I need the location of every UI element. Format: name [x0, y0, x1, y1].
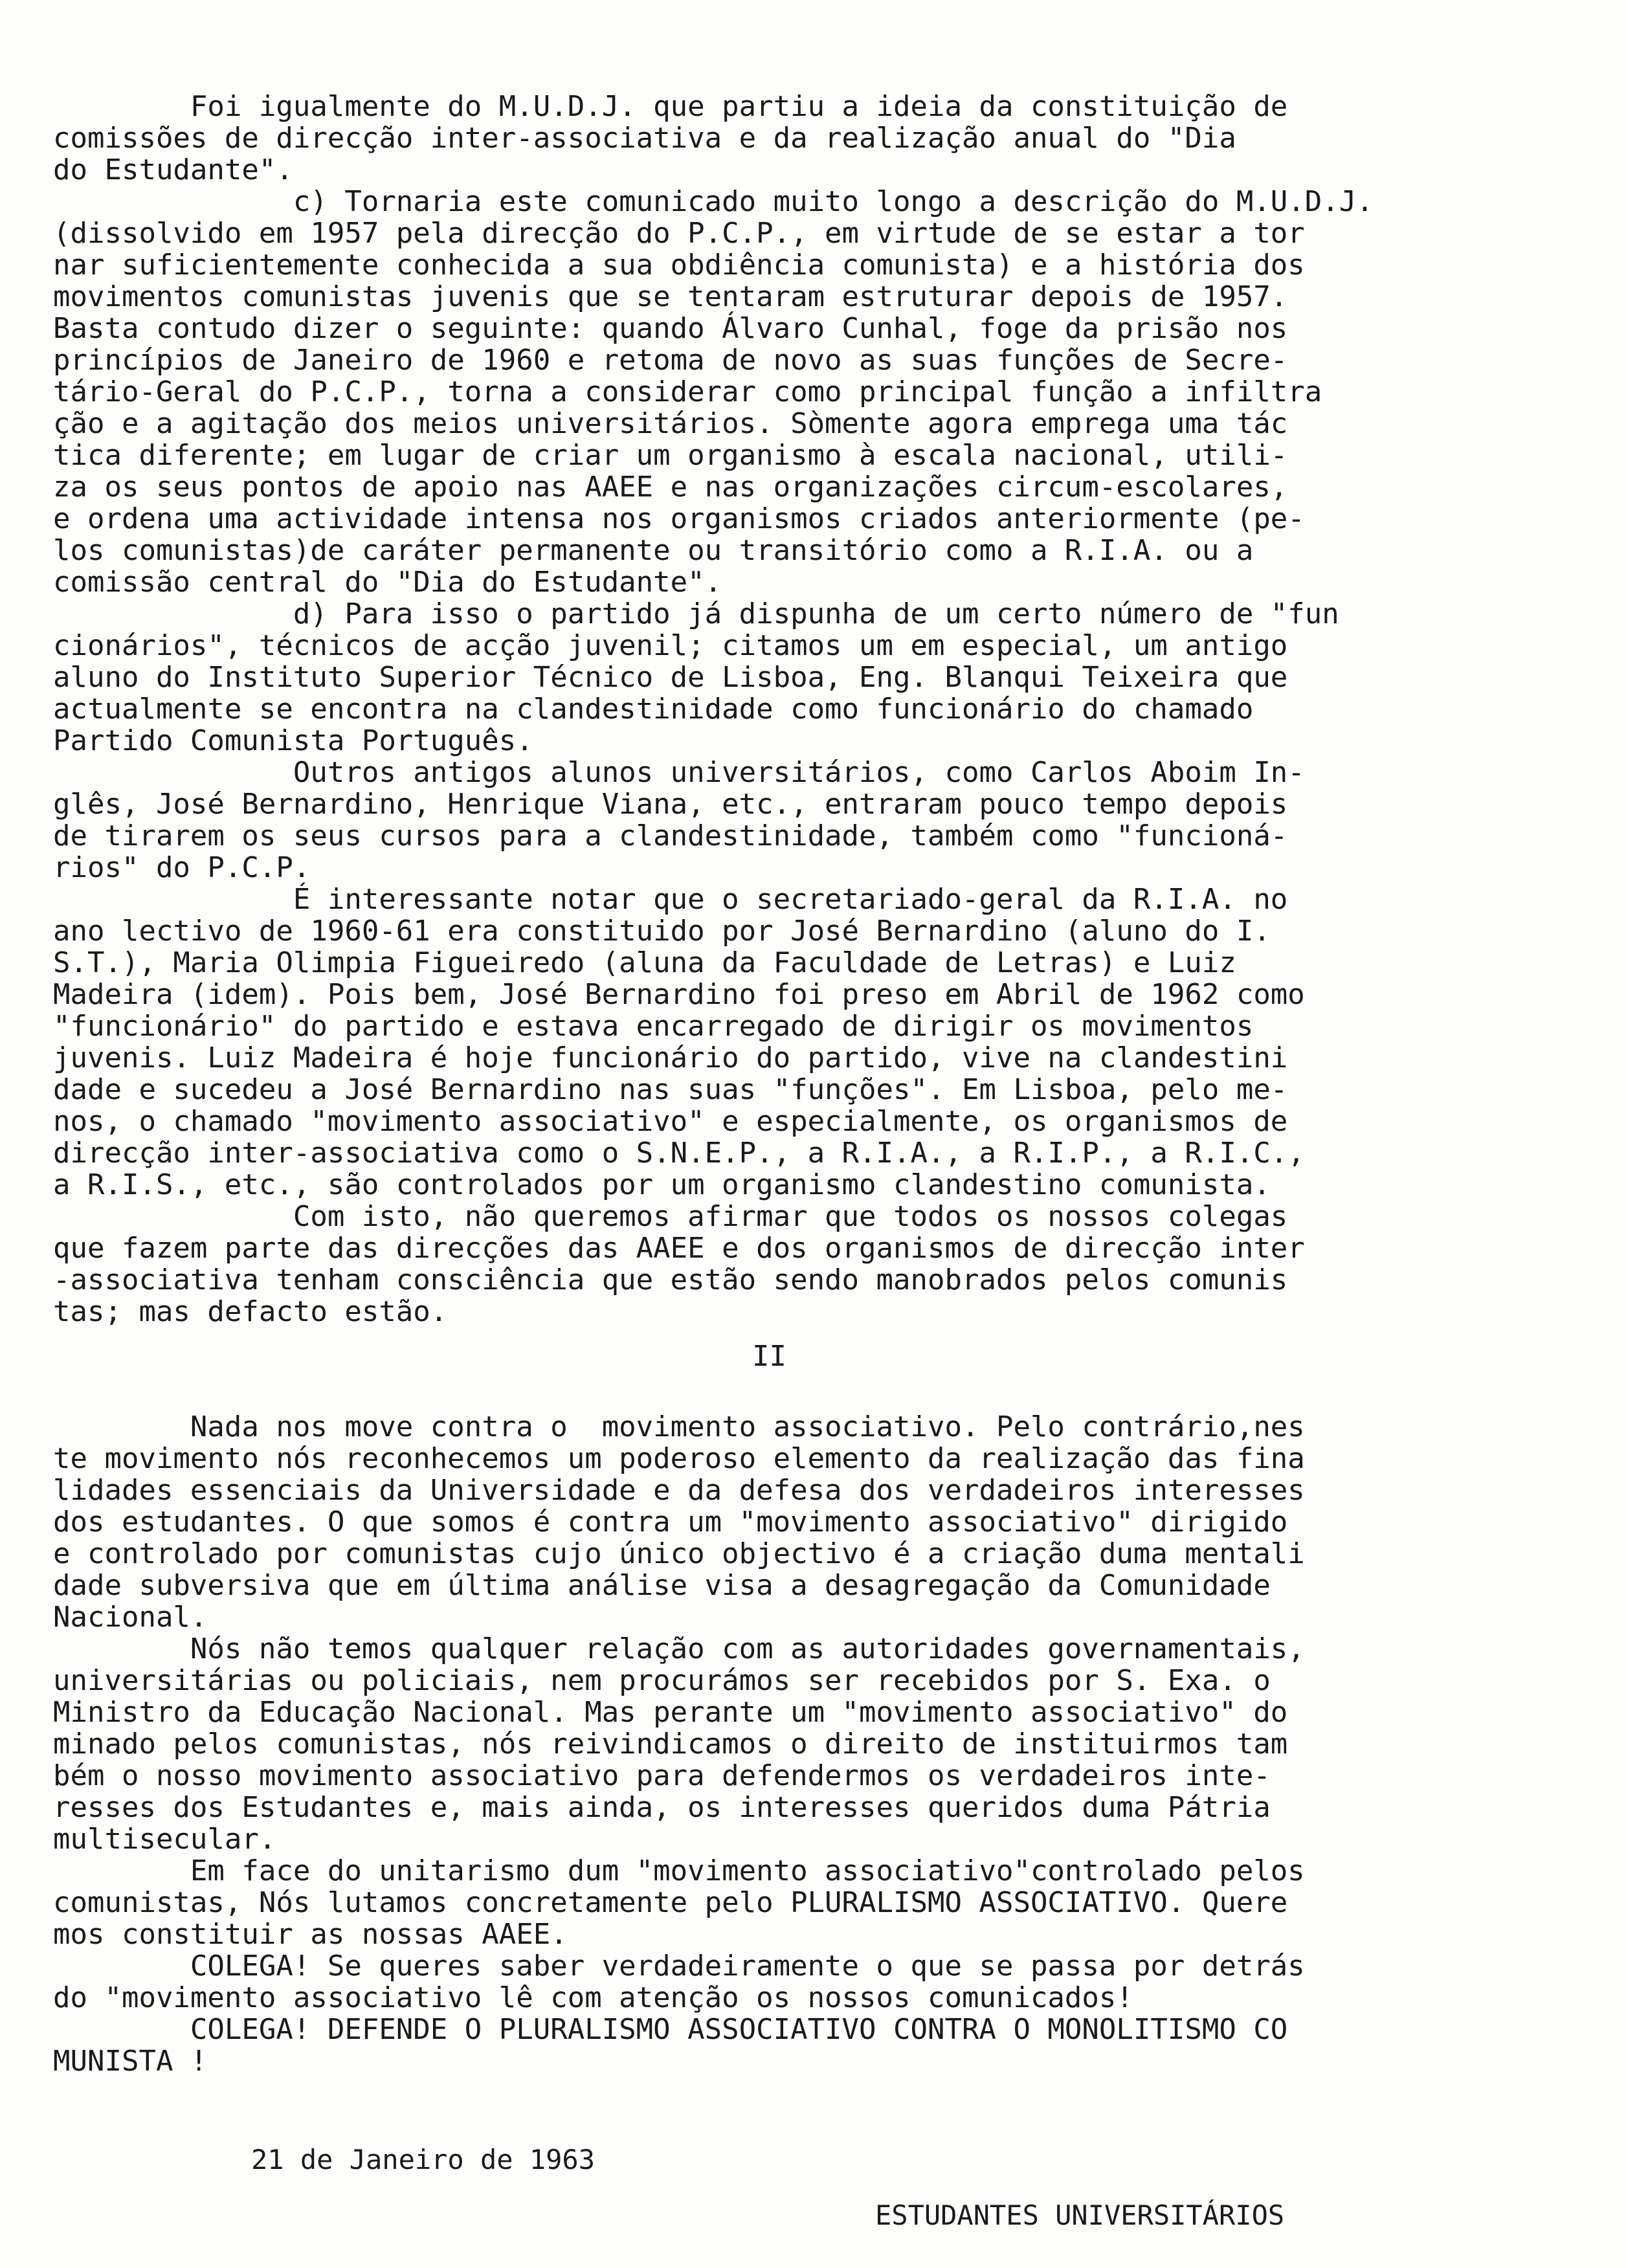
text-line: Nós não temos qualquer relação com as autoridades governamentais,	[53, 1632, 1305, 1665]
part-one-text	[53, 91, 1451, 1328]
text-line: (dissolvido em 1957 pela direcção do P.C.P., em virtude de se estar a tor	[53, 217, 1305, 250]
text-line: dade e sucedeu a José Bernardino nas suas "funções". Em Lisboa, pelo me-	[53, 1073, 1288, 1106]
text-line: universitárias ou policiais, nem procurámos ser recebidos por S. Exa. o	[53, 1664, 1271, 1697]
text-line: e ordena uma actividade intensa nos organismos criados anteriormente (pe-	[53, 502, 1305, 535]
text-line: comunistas, Nós lutamos concretamente pelo PLURALISMO ASSOCIATIVO. Quere	[53, 1886, 1288, 1919]
part-two-text	[53, 1411, 1451, 2077]
text-line: e controlado por comunistas cujo único objectivo é a criação duma mentali	[53, 1537, 1305, 1570]
text-line: los comunistas)de caráter permanente ou transitório como a R.I.A. ou a	[53, 534, 1254, 567]
text-line: Foi igualmente do M.U.D.J. que partiu a ideia da constituição de	[53, 90, 1288, 123]
text-line: S.T.), Maria Olimpia Figueiredo (aluna da Faculdade de Letras) e Luiz	[53, 946, 1236, 979]
text-line: direcção inter-associativa como o S.N.E.P., a R.I.A., a R.I.P., a R.I.C.,	[53, 1137, 1305, 1170]
text-line: actualmente se encontra na clandestinidade como funcionário do chamado	[53, 693, 1254, 726]
text-line: multisecular.	[53, 1823, 276, 1856]
text-line: comissão central do "Dia do Estudante".	[53, 566, 722, 599]
text-line: te movimento nós reconhecemos um poderoso elemento da realização das fina	[53, 1442, 1305, 1475]
text-line: COLEGA! DEFENDE O PLURALISMO ASSOCIATIVO CONTRA O MONOLITISMO CO	[53, 2013, 1288, 2046]
text-line: "funcionário" do partido e estava encarregado de dirigir os movimentos	[53, 1010, 1254, 1043]
text-line: MUNISTA !	[53, 2045, 208, 2078]
text-line: comissões de direcção inter-associativa e da realização anual do "Dia	[53, 122, 1236, 155]
document-date: 21 de Janeiro de 1963	[251, 2144, 596, 2175]
text-line: cionários", técnicos de acção juvenil; citamos um em especial, um antigo	[53, 629, 1288, 662]
text-line: a R.I.S., etc., são controlados por um organismo clandestino comunista.	[53, 1168, 1271, 1201]
text-line: resses dos Estudantes e, mais ainda, os interesses queridos duma Pátria	[53, 1791, 1271, 1824]
text-line: rios" do P.C.P.	[53, 851, 311, 884]
document-signature: ESTUDANTES UNIVERSITÁRIOS	[875, 2199, 1285, 2231]
text-line: c) Tornaria este comunicado muito longo a descrição do M.U.D.J.	[53, 185, 1374, 218]
text-line: lidades essenciais da Universidade e da defesa dos verdadeiros interesses	[53, 1474, 1305, 1507]
text-line: É interessante notar que o secretariado-geral da R.I.A. no	[53, 883, 1288, 916]
text-line: do Estudante".	[53, 153, 293, 186]
text-line: -associativa tenham consciência que estão sendo manobrados pelos comunis	[53, 1263, 1288, 1296]
text-line: princípios de Janeiro de 1960 e retoma de novo as suas funções de Secre-	[53, 344, 1288, 377]
text-line: Nada nos move contra o movimento associativo. Pelo contrário,nes	[53, 1410, 1305, 1443]
text-line: de tirarem os seus cursos para a clandestinidade, também como "funcioná-	[53, 819, 1288, 852]
text-line: dos estudantes. O que somos é contra um "movimento associativo" dirigido	[53, 1506, 1288, 1539]
text-line: bém o nosso movimento associativo para defendermos os verdadeiros inte-	[53, 1759, 1271, 1792]
text-line: za os seus pontos de apoio nas AAEE e nas organizações circum-escolares,	[53, 471, 1288, 504]
document-body	[53, 91, 1451, 2077]
text-line: Partido Comunista Português.	[53, 724, 533, 757]
text-line: dade subversiva que em última análise visa a desagregação da Comunidade	[53, 1569, 1271, 1602]
text-line: mos constituir as nossas AAEE.	[53, 1918, 568, 1951]
text-line: COLEGA! Se queres saber verdadeiramente o que se passa por detrás	[53, 1950, 1305, 1983]
section-heading: II	[752, 1340, 786, 1373]
text-line: minado pelos comunistas, nós reivindicamos o direito de instituirmos tam	[53, 1728, 1288, 1761]
text-line: d) Para isso o partido já dispunha de um certo número de "fun	[53, 597, 1339, 630]
text-line: aluno do Instituto Superior Técnico de Lisboa, Eng. Blanqui Teixeira que	[53, 661, 1288, 694]
text-line: Com isto, não queremos afirmar que todos os nossos colegas	[53, 1200, 1288, 1233]
text-line: Outros antigos alunos universitários, como Carlos Aboim In-	[53, 756, 1305, 789]
text-line: tica diferente; em lugar de criar um organismo à escala nacional, utili-	[53, 439, 1288, 472]
text-line: nar suficientemente conhecida a sua obdiência comunista) e a história dos	[53, 249, 1305, 282]
text-line: Nacional.	[53, 1601, 208, 1634]
text-line: Basta contudo dizer o seguinte: quando Álvaro Cunhal, foge da prisão nos	[53, 312, 1288, 345]
text-line: tas; mas defacto estão.	[53, 1295, 448, 1328]
text-line: glês, José Bernardino, Henrique Viana, etc., entraram pouco tempo depois	[53, 788, 1288, 821]
text-line: Em face do unitarismo dum "movimento associativo"controlado pelos	[53, 1854, 1305, 1887]
text-line: Madeira (idem). Pois bem, José Bernardino foi preso em Abril de 1962 como	[53, 978, 1305, 1011]
text-line: Ministro da Educação Nacional. Mas perante um "movimento associativo" do	[53, 1696, 1288, 1729]
text-line: movimentos comunistas juvenis que se tentaram estruturar depois de 1957.	[53, 280, 1288, 313]
text-line: juvenis. Luiz Madeira é hoje funcionário do partido, vive na clandestini	[53, 1041, 1288, 1074]
text-line: que fazem parte das direcções das AAEE e dos organismos de direcção inter	[53, 1232, 1305, 1265]
text-line: ano lectivo de 1960-61 era constituido por José Bernardino (aluno do I.	[53, 915, 1271, 948]
text-line: nos, o chamado "movimento associativo" e especialmente, os organismos de	[53, 1105, 1288, 1138]
text-line: tário-Geral do P.C.P., torna a considerar como principal função a infiltra	[53, 375, 1322, 408]
text-line: ção e a agitação dos meios universitários. Sòmente agora emprega uma tác	[53, 407, 1288, 440]
text-line: do "movimento associativo lê com atenção os nossos comunicados!	[53, 1981, 1133, 2014]
